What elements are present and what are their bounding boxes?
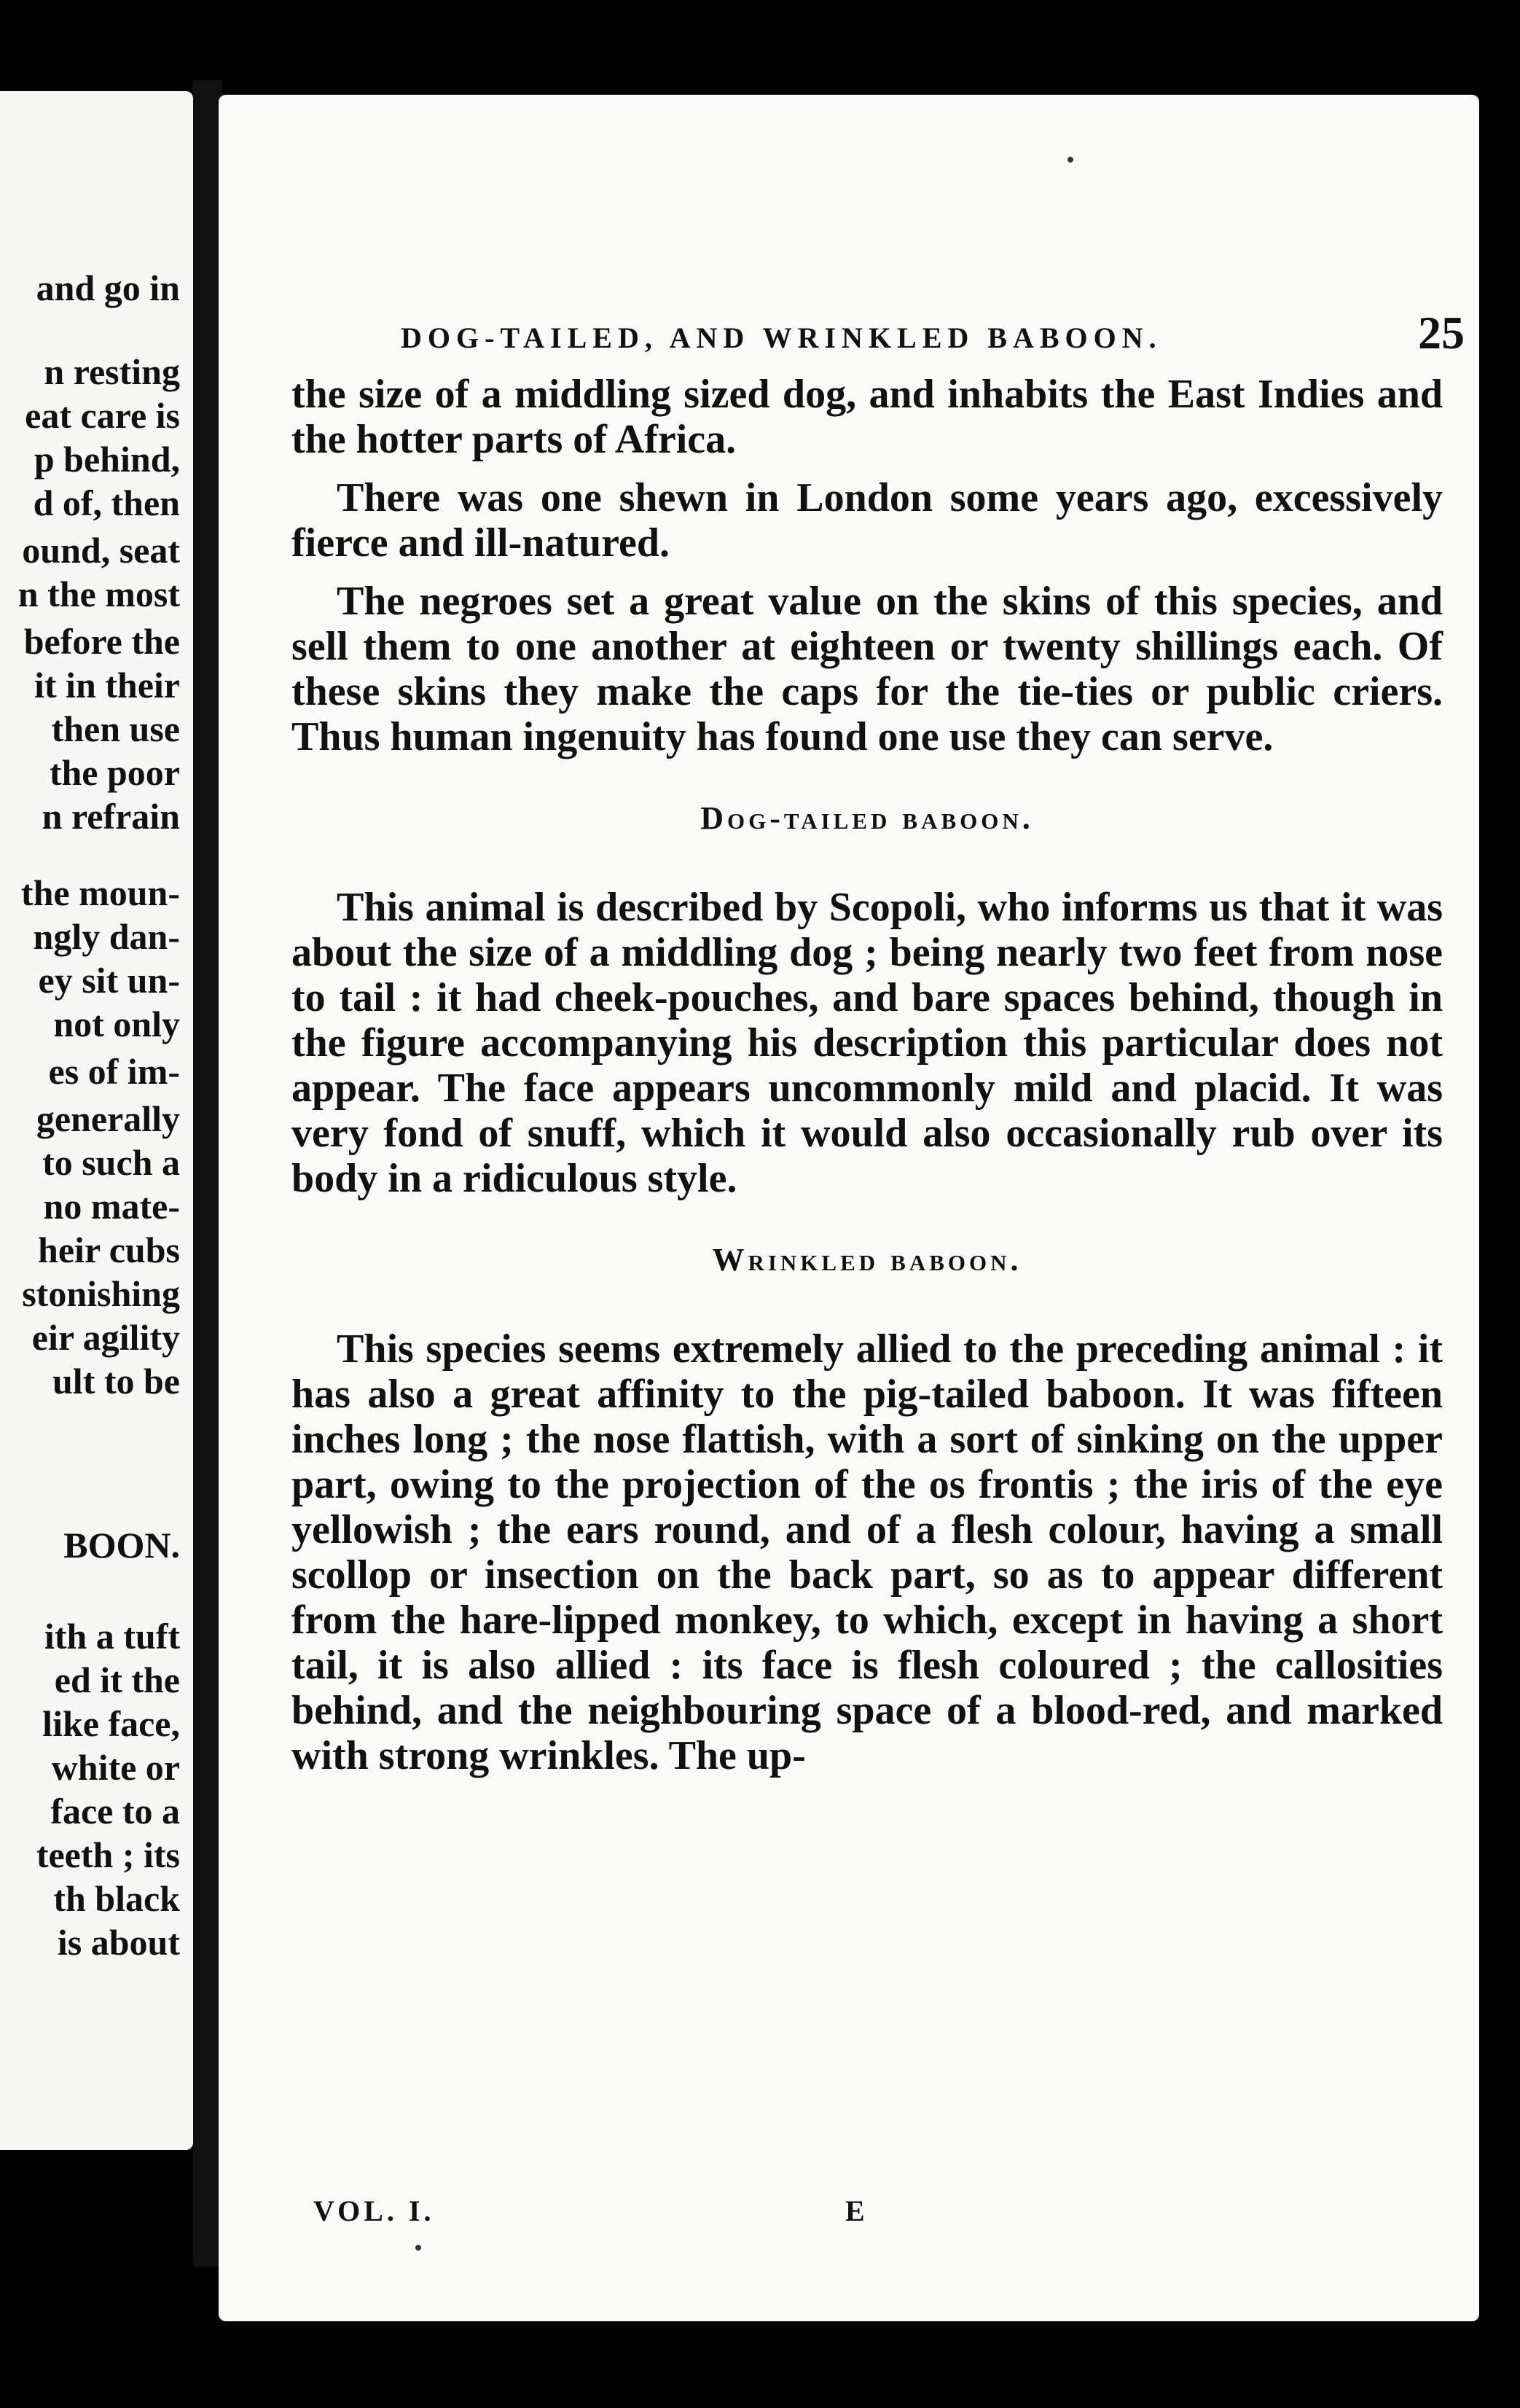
left-page-text-fragment: the moun- — [20, 872, 180, 913]
left-page-text-fragment: no mate- — [43, 1186, 180, 1227]
left-page-text-fragment: generally — [36, 1098, 180, 1139]
left-page-text-fragment: white or — [51, 1747, 180, 1788]
left-page-text-fragment: heir cubs — [38, 1230, 180, 1270]
left-page-text-fragment: the poor — [49, 752, 180, 793]
left-page-text-fragment: BOON. — [63, 1525, 180, 1565]
left-page-text-fragment: es of im- — [48, 1051, 180, 1092]
page-body — [291, 372, 1443, 1791]
left-page-text-fragment: ith a tuft — [44, 1616, 180, 1657]
page-number: 25 — [1418, 307, 1465, 359]
left-page-text-fragment: not only — [53, 1004, 180, 1044]
left-page-text-fragment: to such a — [42, 1142, 180, 1183]
left-page-text-fragment: th black — [53, 1878, 180, 1919]
book-gutter — [193, 80, 222, 2267]
gathering-signature: E — [845, 2194, 865, 2227]
left-page-fragment — [0, 91, 193, 2150]
left-page-text-fragment: ey sit un- — [38, 960, 180, 1001]
book-page — [219, 95, 1479, 2321]
left-page-text-fragment: ngly dan- — [33, 916, 180, 957]
left-page-text-fragment: eat care is — [25, 395, 180, 436]
paragraph: There was one shewn in London some years ago, excessively fierce and ill-natured. — [291, 475, 1443, 566]
left-page-text-fragment: stonishing — [22, 1273, 180, 1314]
left-page-text-fragment: eir agility — [31, 1317, 180, 1358]
left-page-text-fragment: n refrain — [42, 796, 180, 837]
left-page-text-fragment: like face, — [42, 1703, 180, 1744]
left-page-text-fragment: n resting — [44, 351, 180, 392]
left-page-text-fragment: d of, then — [33, 482, 180, 523]
section-heading: Wrinkled baboon. — [712, 1242, 1022, 1278]
left-page-text-fragment: ound, seat — [22, 530, 180, 571]
left-page-text-fragment: teeth ; its — [36, 1834, 180, 1875]
left-page-text-fragment: p behind, — [34, 439, 180, 480]
left-page-text-fragment: is about — [57, 1922, 180, 1963]
left-page-text-fragment: then use — [51, 708, 180, 749]
ink-speck — [415, 2245, 421, 2251]
left-page-text-fragment: ult to be — [52, 1361, 180, 1402]
paragraph: This animal is described by Scopoli, who informs us that it was about the size of a middling dog ; being nearly two feet from nose to tail : it had cheek-pouches, and bare spaces behind, though in the figure accompanying his description this particular does not appear. The face appears uncommonly mild and placid. It was very fond of snuff, which it would also occasionally rub over its body in a ridiculous style. — [291, 885, 1443, 1201]
left-page-text-fragment: it in their — [34, 665, 180, 705]
left-page-text-fragment: n the most — [17, 574, 180, 614]
left-page-text-fragment: before the — [23, 621, 180, 662]
left-page-text-fragment: ed it the — [54, 1660, 180, 1700]
running-title: DOG-TAILED, AND WRINKLED BABOON. — [401, 321, 1162, 354]
paragraph: This species seems extremely allied to the preceding animal : it has also a great affinity to the pig-tailed baboon. It was fifteen inches long ; the nose flattish, with a sort of sinking on the upper part, owing to the projection of the os frontis ; the iris of the eye yellowish ; the ears round, and of a flesh colour, having a small scollop or insection on the back part, so as to appear different from the hare-lipped monkey, to which, except in having a short tail, it is also allied : its face is flesh coloured ; the callosities behind, and the neighbouring space of a blood-red, and marked with strong wrinkles. The up- — [291, 1326, 1443, 1778]
ink-speck — [1067, 157, 1073, 163]
section-heading: Dog-tailed baboon. — [700, 800, 1034, 836]
left-page-text-fragment: and go in — [36, 267, 180, 308]
paragraph: the size of a middling sized dog, and inhabits the East Indies and the hotter parts of Africa. — [291, 372, 1443, 462]
volume-signature: VOL. I. — [313, 2194, 435, 2227]
paragraph: The negroes set a great value on the skins of this species, and sell them to one another at eighteen or twenty shillings each. Of these skins they make the caps for the tie-ties or public criers. Thus human ingenuity has found one use they can serve. — [291, 579, 1443, 759]
left-page-text-fragment: face to a — [50, 1791, 180, 1832]
page-footer — [313, 2194, 1115, 2245]
